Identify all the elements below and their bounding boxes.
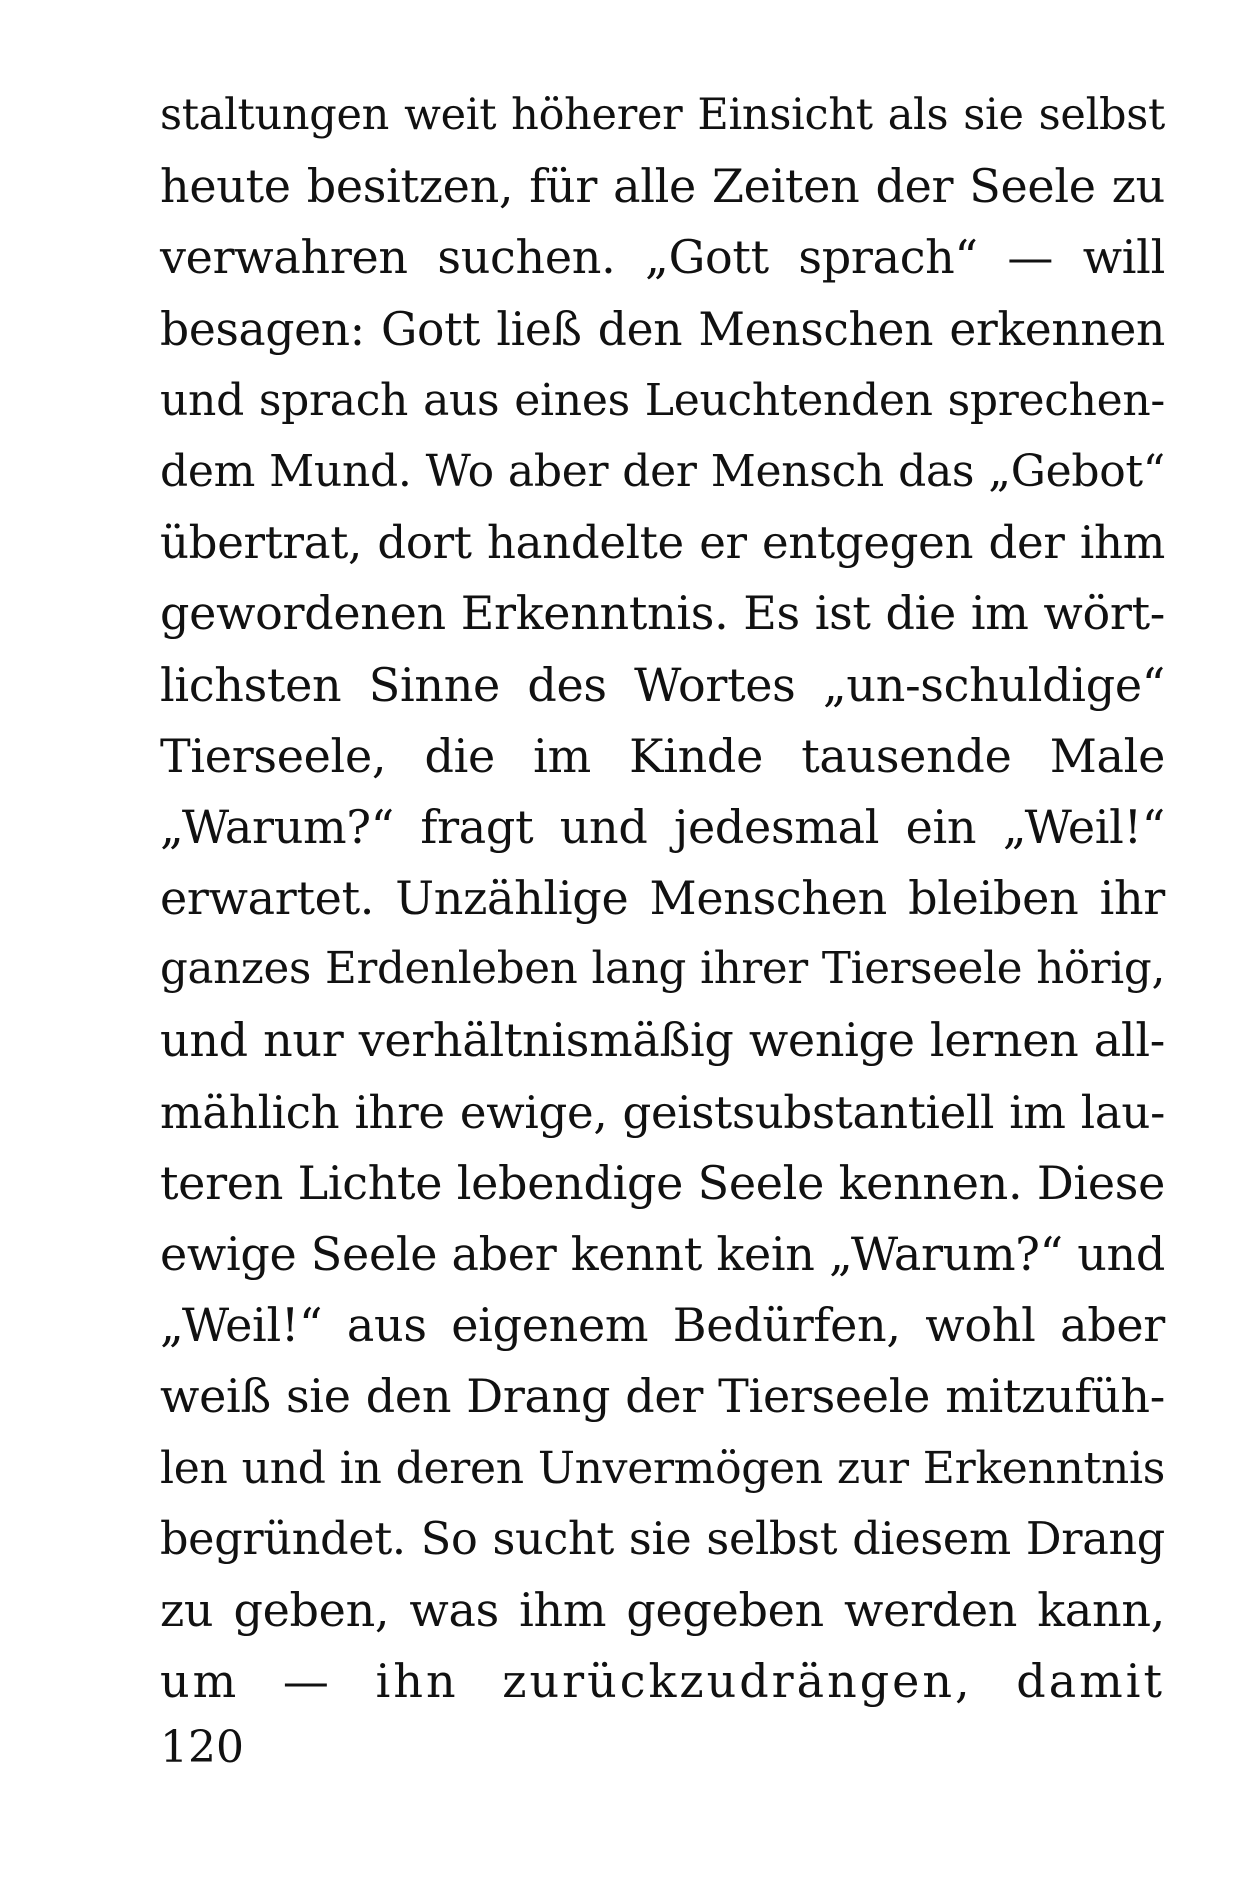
text-line: teren Lichte lebendige Seele kennen. Diese	[160, 1155, 1165, 1210]
text-line: übertrat, dort handelte er entgegen der ihm	[160, 516, 1165, 570]
text-line: zu geben, was ihm gegeben werden kann,	[160, 1582, 1165, 1637]
text-line: lichsten Sinne des Wortes „un-schuldige“	[160, 657, 1165, 712]
text-line: dem Mund. Wo aber der Mensch das „Gebot“	[160, 445, 1165, 497]
text-line: besagen: Gott ließ den Menschen erkennen	[160, 302, 1165, 356]
text-line: heute besitzen, für alle Zeiten der Seele zu	[160, 159, 1165, 214]
text-line: erwartet. Unzählige Menschen bleiben ihr	[160, 871, 1165, 926]
text-line: mählich ihre ewige, geistsubstantiell im lau-	[160, 1085, 1165, 1139]
text-line: gewordenen Erkenntnis. Es ist die im wört-	[160, 586, 1165, 641]
text-line: ewige Seele aber kennt kein „Warum?“ und	[160, 1227, 1165, 1281]
text-line: um — ihn zurückzudrängen, damit	[160, 1654, 1165, 1709]
text-line: verwahren suchen. „Gott sprach“ — will	[160, 230, 1165, 285]
text-line: ganzes Erdenleben lang ihrer Tierseele hörig,	[160, 944, 1165, 995]
text-line: „Warum?“ fragt und jedesmal ein „Weil!“	[160, 799, 1165, 854]
text-line: „Weil!“ aus eigenem Bedürfen, wohl aber	[160, 1298, 1165, 1353]
text-line: len und in deren Unvermögen zur Erkenntnis	[160, 1442, 1165, 1494]
text-line: und sprach aus eines Leuchtenden sprechen-	[160, 374, 1165, 426]
text-line: und nur verhältnismäßig wenige lernen all-	[160, 1013, 1165, 1068]
text-line: staltungen weit höherer Einsicht als sie selbst	[160, 90, 1165, 140]
text-line: weiß sie den Drang der Tierseele mitzufüh-	[160, 1369, 1165, 1424]
text-line: Tierseele, die im Kinde tausende Male	[160, 728, 1165, 783]
page-number: 120	[160, 1722, 244, 1773]
text-line: begründet. So sucht sie selbst diesem Drang	[160, 1513, 1165, 1565]
body-text	[160, 80, 1165, 1717]
